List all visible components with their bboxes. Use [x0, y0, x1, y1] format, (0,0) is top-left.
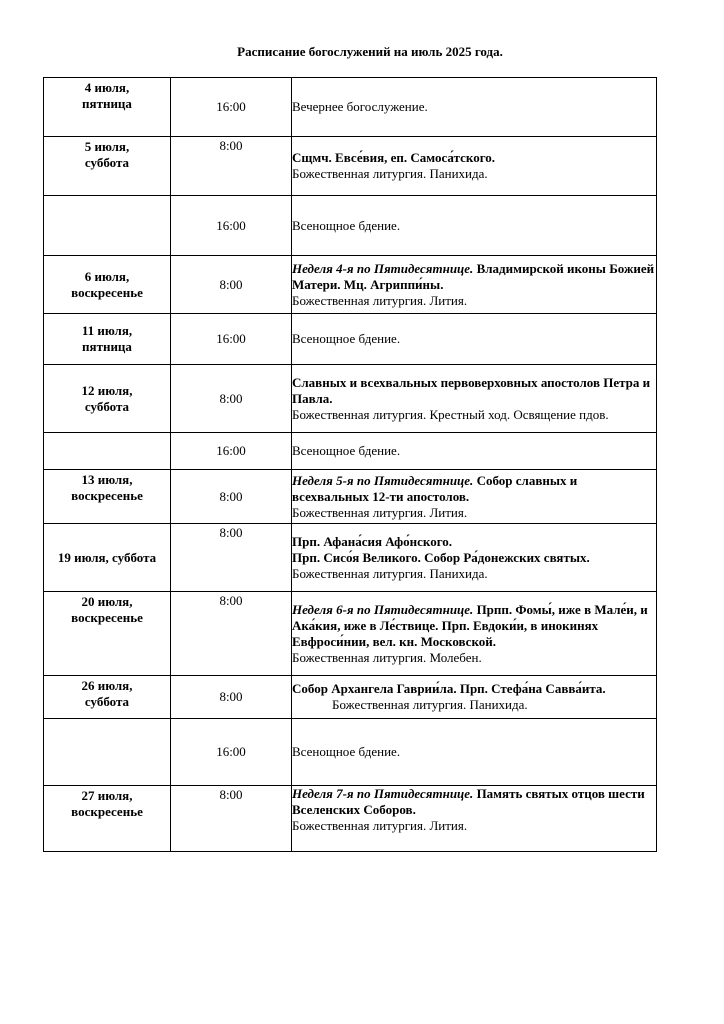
service-text: Божественная литургия. Панихида. — [292, 565, 488, 581]
date-cell — [44, 786, 171, 852]
feast-text — [292, 786, 656, 818]
time-text: 8:00 — [219, 689, 243, 704]
service-text: Божественная литургия. Лития. — [292, 818, 468, 833]
time-text: 8:00 — [219, 525, 243, 540]
description-cell — [292, 78, 657, 137]
description-cell — [292, 470, 657, 524]
description-cell — [292, 786, 657, 852]
feast-name: Собор славных и всехвальных 12-ти апостолов. — [292, 472, 578, 504]
date-cell — [44, 433, 171, 470]
schedule-row — [44, 365, 657, 433]
service-text: Всенощное бдение. — [292, 744, 401, 759]
time-text: 16:00 — [216, 744, 246, 759]
description-cell — [292, 592, 657, 676]
feast-name: Память святых отцов шести Вселенских Соборов. — [292, 786, 645, 817]
feast-text — [292, 261, 656, 293]
schedule-row — [44, 786, 657, 852]
feast-name: Владимирской иконы Божией Матери. Мц. Агриппи́ны. — [292, 260, 655, 292]
date-cell — [44, 719, 171, 786]
description-cell — [292, 256, 657, 314]
time-cell — [171, 256, 292, 314]
feast-text — [292, 473, 656, 505]
time-cell — [171, 676, 292, 719]
schedule-row — [44, 196, 657, 256]
feast-text: Славных и всехвальных первоверховных апостолов Петра и Павла. — [292, 374, 651, 406]
service-text: Божественная литургия. Молебен. — [292, 649, 482, 665]
schedule-table — [43, 77, 657, 852]
date-cell — [44, 676, 171, 719]
schedule-row — [44, 137, 657, 196]
schedule-row — [44, 433, 657, 470]
schedule-row — [44, 470, 657, 524]
date-text: 6 июля, воскресенье — [71, 268, 143, 300]
date-cell — [44, 196, 171, 256]
schedule-row — [44, 592, 657, 676]
service-text: Божественная литургия. Панихида. — [292, 166, 488, 181]
schedule-row — [44, 524, 657, 592]
time-text: 16:00 — [216, 331, 246, 346]
feast-text: Собор Архангела Гаврии́ла. Прп. Стефа́на Савва́ита. — [292, 681, 606, 696]
feast-text: Сщмч. Евсе́вия, еп. Самоса́тского. — [292, 150, 496, 165]
time-cell — [171, 78, 292, 137]
date-cell — [44, 524, 171, 592]
time-cell — [171, 592, 292, 676]
service-text: Божественная литургия. Крестный ход. Освящение пдов. — [292, 406, 609, 422]
time-text: 8:00 — [219, 488, 243, 504]
service-text: Божественная литургия. Панихида. — [332, 697, 528, 712]
schedule-row — [44, 256, 657, 314]
description-cell — [292, 524, 657, 592]
service-text: Всенощное бдение. — [292, 217, 401, 233]
time-cell — [171, 365, 292, 433]
service-text: Божественная литургия. Лития. — [292, 504, 468, 520]
time-cell — [171, 719, 292, 786]
time-cell — [171, 433, 292, 470]
date-text: 19 июля, суббота — [57, 549, 157, 565]
time-text: 8:00 — [219, 390, 243, 406]
schedule-row — [44, 676, 657, 719]
date-cell — [44, 470, 171, 524]
date-text: 4 июля, пятница — [82, 80, 132, 111]
date-text: 26 июля, суббота — [81, 678, 133, 709]
time-cell — [171, 786, 292, 852]
time-cell — [171, 470, 292, 524]
time-text: 8:00 — [219, 593, 243, 608]
date-text: 20 июля, воскресенье — [71, 594, 143, 625]
description-cell — [292, 314, 657, 365]
service-text: Всенощное бдение. — [292, 443, 401, 458]
service-text: Божественная литургия. Лития. — [292, 292, 468, 308]
time-text: 8:00 — [219, 138, 243, 153]
date-cell — [44, 314, 171, 365]
date-text: 11 июля, пятница — [81, 323, 133, 354]
description-cell — [292, 433, 657, 470]
service-text: Всенощное бдение. — [292, 331, 401, 346]
time-cell — [171, 137, 292, 196]
date-text: 12 июля, суббота — [81, 382, 133, 414]
time-text: 8:00 — [219, 787, 243, 802]
sunday-title: Неделя 5-я по Пятидесятнице. — [292, 472, 474, 488]
service-text: Вечернее богослужение. — [292, 99, 428, 114]
time-text: 8:00 — [219, 276, 243, 292]
description-cell — [292, 137, 657, 196]
description-cell — [292, 365, 657, 433]
schedule-row — [44, 719, 657, 786]
page-title: Расписание богослужений на июль 2025 года. — [237, 44, 503, 59]
date-cell — [44, 365, 171, 433]
sunday-title: Неделя 4-я по Пятидесятнице. — [292, 260, 474, 276]
date-cell — [44, 592, 171, 676]
schedule-row — [44, 314, 657, 365]
time-text: 16:00 — [216, 99, 246, 114]
description-cell — [292, 196, 657, 256]
feast-text: Прп. Афана́сия Афо́нского. Прп. Сисо́я Великого. Собор Ра́донежских святых. — [292, 533, 590, 565]
feast-name: Прпп. Фомы́, иже в Мале́и, и Ака́кия, иже в Ле́ствице. Прп. Евдоки́и, в инокинях Евфроси́нии, вел. кн. Московской. — [292, 601, 648, 649]
feast-text — [292, 602, 656, 650]
time-cell — [171, 314, 292, 365]
description-cell — [292, 676, 657, 719]
description-cell — [292, 719, 657, 786]
time-cell — [171, 524, 292, 592]
time-cell — [171, 196, 292, 256]
date-text: 5 июля, суббота — [84, 139, 130, 170]
sunday-title: Неделя 6-я по Пятидесятнице. — [292, 601, 474, 617]
date-cell — [44, 256, 171, 314]
time-text: 16:00 — [216, 443, 246, 458]
schedule-row — [44, 78, 657, 137]
date-text: 13 июля, воскресенье — [71, 472, 143, 503]
date-cell — [44, 78, 171, 137]
date-cell — [44, 137, 171, 196]
time-text: 16:00 — [216, 217, 246, 233]
date-text: 27 июля, воскресенье — [71, 788, 143, 819]
sunday-title: Неделя 7-я по Пятидесятнице. — [292, 786, 474, 801]
